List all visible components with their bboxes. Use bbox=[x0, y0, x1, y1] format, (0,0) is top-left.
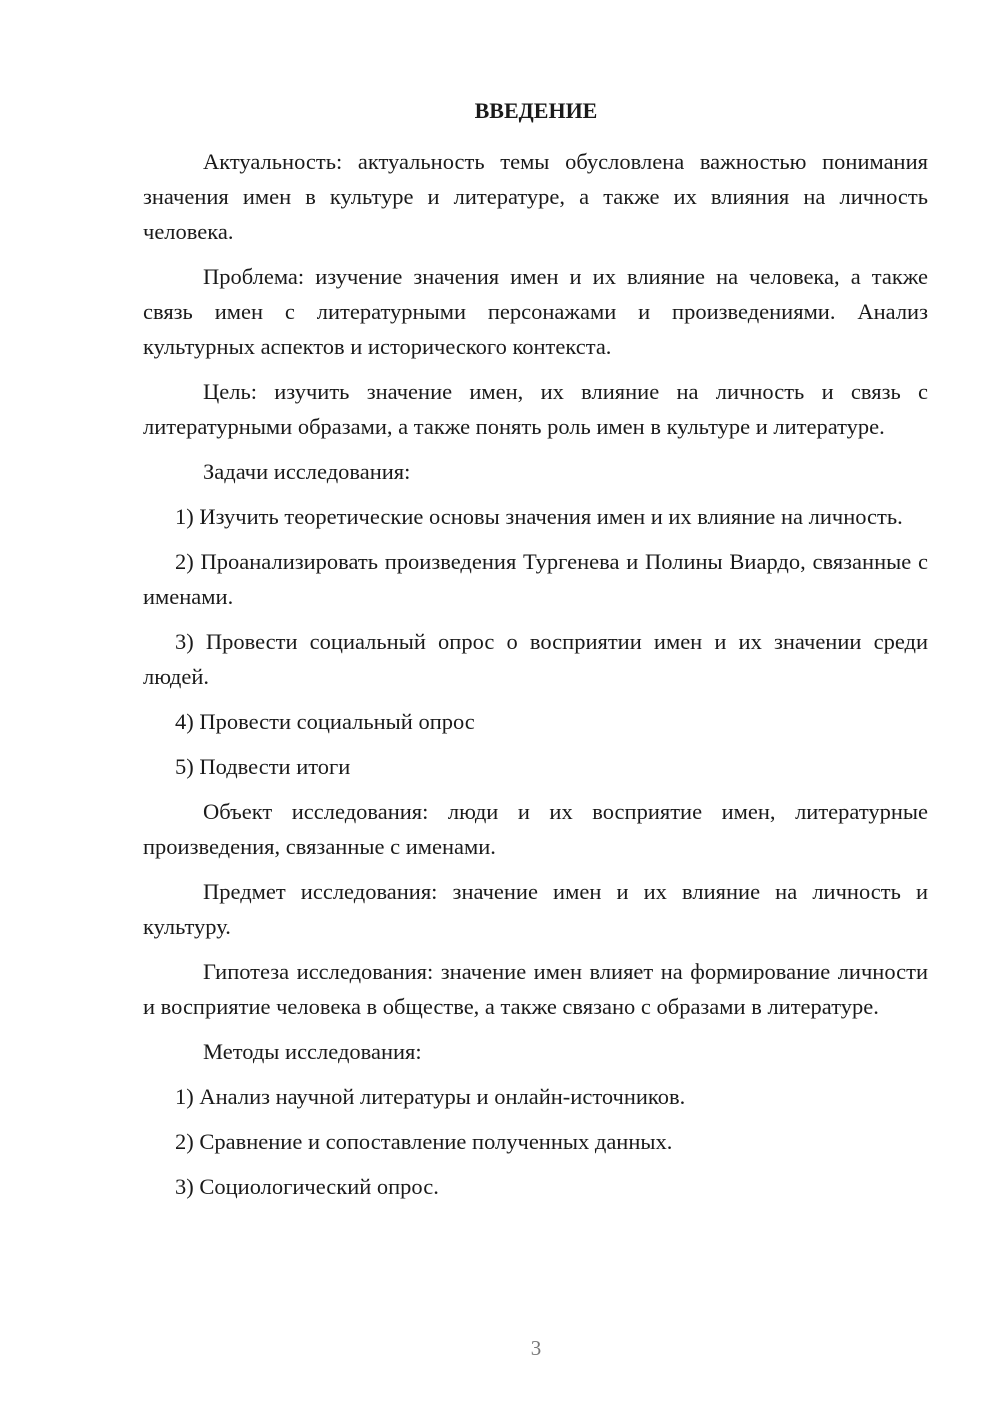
task-item: 2) Проанализировать произведения Тургенева и Полины Виардо, связанные с именами. bbox=[143, 549, 928, 609]
document-body bbox=[143, 144, 928, 1204]
paragraph-goal: Цель: изучить значение имен, их влияние на личность и связь с литературными образами, а также понять роль имен в культуре и литературе. bbox=[143, 379, 928, 439]
page-number: 3 bbox=[530, 1336, 542, 1360]
paragraph-hypothesis: Гипотеза исследования: значение имен влияет на формирование личности и восприятие человека в обществе, а также связано с образами в литературе. bbox=[143, 959, 928, 1019]
task-item: 1) Изучить теоретические основы значения имен и их влияние на личность. bbox=[175, 504, 903, 529]
method-item: 3) Социологический опрос. bbox=[175, 1174, 439, 1199]
paragraph-object: Объект исследования: люди и их восприятие имен, литературные произведения, связанные с именами. bbox=[143, 799, 928, 859]
paragraph-problem: Проблема: изучение значения имен и их влияние на человека, а также связь имен с литературными персонажами и произведениями. Анализ культурных аспектов и исторического контекста. bbox=[143, 264, 928, 359]
paragraph-subject: Предмет исследования: значение имен и их влияние на личность и культуру. bbox=[143, 879, 928, 939]
method-item: 2) Сравнение и сопоставление полученных данных. bbox=[175, 1129, 673, 1154]
paragraph-relevance: Актуальность: актуальность темы обусловлена важностью понимания значения имен в культуре и литературе, а также их влияния на личность человека. bbox=[143, 149, 928, 244]
task-item: 5) Подвести итоги bbox=[175, 754, 351, 779]
methods-heading: Методы исследования: bbox=[203, 1039, 422, 1064]
task-item: 3) Провести социальный опрос о восприятии имен и их значении среди людей. bbox=[143, 629, 928, 689]
tasks-heading: Задачи исследования: bbox=[203, 459, 411, 484]
task-item: 4) Провести социальный опрос bbox=[175, 709, 475, 734]
page-title: ВВЕДЕНИЕ bbox=[474, 98, 598, 123]
method-item: 1) Анализ научной литературы и онлайн-источников. bbox=[175, 1084, 686, 1109]
